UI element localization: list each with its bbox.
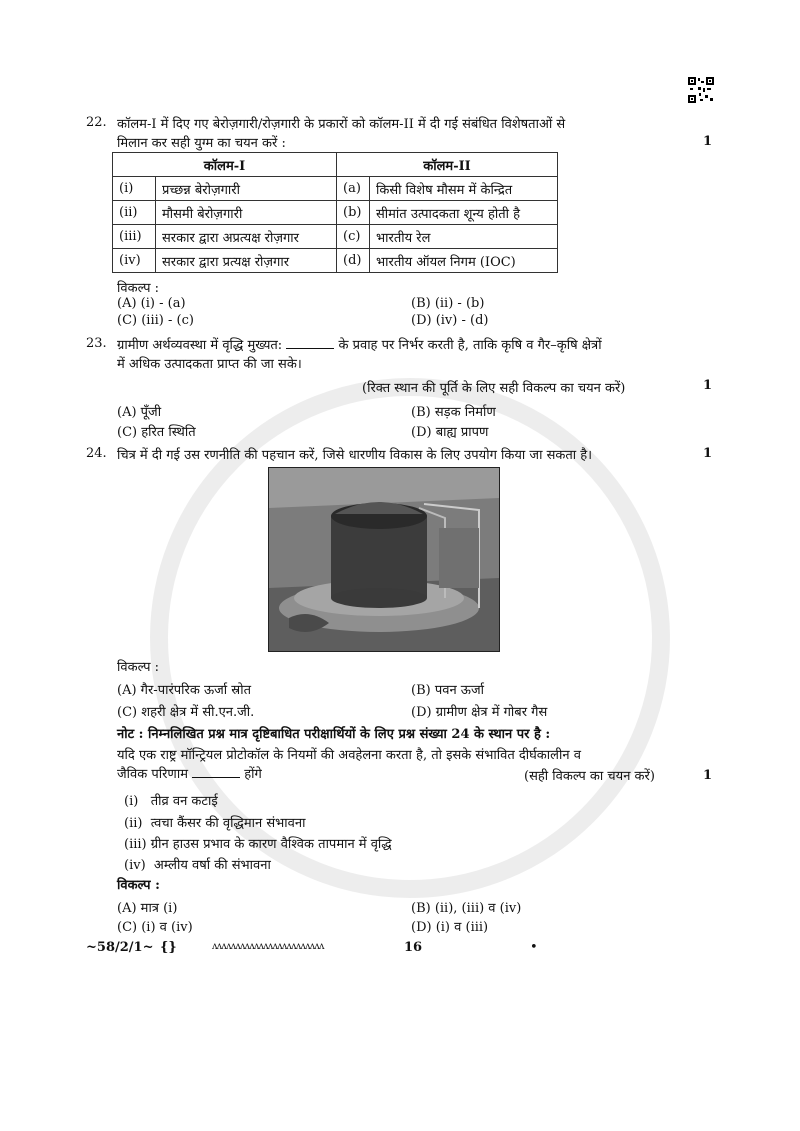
option-d[interactable]: (D) बाह्य प्रापण bbox=[411, 425, 489, 440]
option-a[interactable]: (A) गैर-पारंपरिक ऊर्जा स्रोत bbox=[117, 683, 251, 698]
question-fragment: के प्रवाह पर निर्भर करती है, ताकि कृषि व गैर–कृषि क्षेत्रों bbox=[338, 338, 602, 353]
option-d[interactable]: (D) (i) व (iii) bbox=[411, 920, 489, 935]
table-cell: सरकार द्वारा अप्रत्यक्ष रोज़गार bbox=[156, 225, 337, 249]
question-fragment: ग्रामीण अर्थव्यवस्था में वृद्धि मुख्यत: bbox=[117, 338, 283, 353]
table-cell: भारतीय रेल bbox=[370, 225, 558, 249]
table-cell: (d) bbox=[337, 249, 370, 273]
option-b[interactable]: (B) सड़क निर्माण bbox=[411, 405, 496, 420]
options-label: विकल्प : bbox=[117, 281, 160, 296]
question-line: मिलान कर सही युग्म का चयन करें : bbox=[117, 136, 286, 151]
table-cell: (i) bbox=[113, 177, 156, 201]
option-a[interactable]: (A) (i) - (a) bbox=[117, 296, 186, 311]
table-cell: (iii) bbox=[113, 225, 156, 249]
question-fragment: जैविक परिणाम bbox=[117, 767, 188, 782]
option-a[interactable]: (A) मात्र (i) bbox=[117, 901, 178, 916]
options-label: विकल्प : bbox=[117, 878, 160, 893]
table-header-row bbox=[113, 153, 558, 177]
fill-blank bbox=[192, 765, 240, 778]
question-number: 22. bbox=[86, 115, 107, 130]
security-wavy-line: ʌʌʌʌʌʌʌʌʌʌʌʌʌʌʌʌʌʌʌʌʌʌʌʌ bbox=[212, 941, 324, 952]
table-cell: सीमांत उत्पादकता शून्य होती है bbox=[370, 201, 558, 225]
list-item: (iv) अम्लीय वर्षा की संभावना bbox=[124, 858, 271, 873]
table-cell: प्रच्छन्न बेरोज़गारी bbox=[156, 177, 337, 201]
table-row bbox=[113, 177, 558, 201]
option-c[interactable]: (C) शहरी क्षेत्र में सी.एन.जी. bbox=[117, 705, 255, 720]
table-cell: (iv) bbox=[113, 249, 156, 273]
match-table bbox=[112, 152, 558, 273]
list-item: (ii) त्वचा कैंसर की वृद्धिमान संभावना bbox=[124, 816, 306, 831]
column-header: कॉलम-I bbox=[113, 153, 337, 177]
instruction: (रिक्त स्थान की पूर्ति के लिए सही विकल्प का चयन करें) bbox=[362, 381, 626, 396]
option-c[interactable]: (C) हरित स्थिति bbox=[117, 425, 196, 440]
footer-dot: • bbox=[530, 940, 538, 955]
biogas-plant-image bbox=[268, 467, 500, 652]
list-item: (iii) ग्रीन हाउस प्रभाव के कारण वैश्विक तापमान में वृद्धि bbox=[124, 837, 392, 852]
paper-code: ~58/2/1~ bbox=[86, 940, 154, 955]
table-cell: मौसमी बेरोज़गारी bbox=[156, 201, 337, 225]
question-line: में अधिक उत्पादकता प्राप्त की जा सके। bbox=[117, 357, 302, 372]
column-header: कॉलम-II bbox=[337, 153, 558, 177]
marks: 1 bbox=[703, 378, 713, 393]
note-heading: नोट : निम्नलिखित प्रश्न मात्र दृष्टिबाधित परीक्षार्थियों के लिए प्रश्न संख्या 24 के स्थान पर है : bbox=[117, 727, 551, 742]
option-d[interactable]: (D) ग्रामीण क्षेत्र में गोबर गैस bbox=[411, 705, 548, 720]
braces: {} bbox=[160, 940, 177, 955]
options-label: विकल्प : bbox=[117, 660, 160, 675]
question-text bbox=[117, 336, 692, 374]
question-number: 24. bbox=[86, 446, 107, 461]
page-number: 16 bbox=[404, 940, 423, 955]
table-cell: सरकार द्वारा प्रत्यक्ष रोज़गार bbox=[156, 249, 337, 273]
table-cell: (b) bbox=[337, 201, 370, 225]
table-row bbox=[113, 249, 558, 273]
option-b[interactable]: (B) पवन ऊर्जा bbox=[411, 683, 485, 698]
question-line: कॉलम-I में दिए गए बेरोज़गारी/रोज़गारी के प्रकारों को कॉलम-II में दी गई संबंधित विशेषताओं से bbox=[117, 117, 566, 132]
table-cell: (c) bbox=[337, 225, 370, 249]
question-text bbox=[117, 115, 692, 153]
option-b[interactable]: (B) (ii) - (b) bbox=[411, 296, 485, 311]
marks: 1 bbox=[703, 768, 713, 783]
table-cell: (ii) bbox=[113, 201, 156, 225]
table-row bbox=[113, 201, 558, 225]
question-text: चित्र में दी गई उस रणनीति की पहचान करें, जिसे धारणीय विकास के लिए उपयोग किया जा सकता है। bbox=[117, 448, 593, 463]
option-c[interactable]: (C) (iii) - (c) bbox=[117, 313, 194, 328]
question-fragment: होंगे bbox=[244, 767, 262, 782]
table-cell: भारतीय ऑयल निगम (IOC) bbox=[370, 249, 558, 273]
marks: 1 bbox=[703, 134, 713, 149]
question-line: यदि एक राष्ट्र मॉन्ट्रियल प्रोटोकॉल के नियमों की अवहेलना करता है, तो इसके संभावित दीर्घकालीन व bbox=[117, 748, 581, 763]
list-item: (i) तीव्र वन कटाई bbox=[124, 794, 218, 809]
qr-code-icon bbox=[687, 76, 715, 104]
table-cell: (a) bbox=[337, 177, 370, 201]
question-number: 23. bbox=[86, 336, 107, 351]
marks: 1 bbox=[703, 446, 713, 461]
option-d[interactable]: (D) (iv) - (d) bbox=[411, 313, 489, 328]
instruction: (सही विकल्प का चयन करें) bbox=[524, 769, 655, 784]
table-row bbox=[113, 225, 558, 249]
fill-blank bbox=[286, 336, 334, 349]
option-b[interactable]: (B) (ii), (iii) व (iv) bbox=[411, 901, 522, 916]
question-line bbox=[117, 336, 692, 355]
option-c[interactable]: (C) (i) व (iv) bbox=[117, 920, 193, 935]
option-a[interactable]: (A) पूँजी bbox=[117, 405, 162, 420]
table-cell: किसी विशेष मौसम में केन्द्रित bbox=[370, 177, 558, 201]
